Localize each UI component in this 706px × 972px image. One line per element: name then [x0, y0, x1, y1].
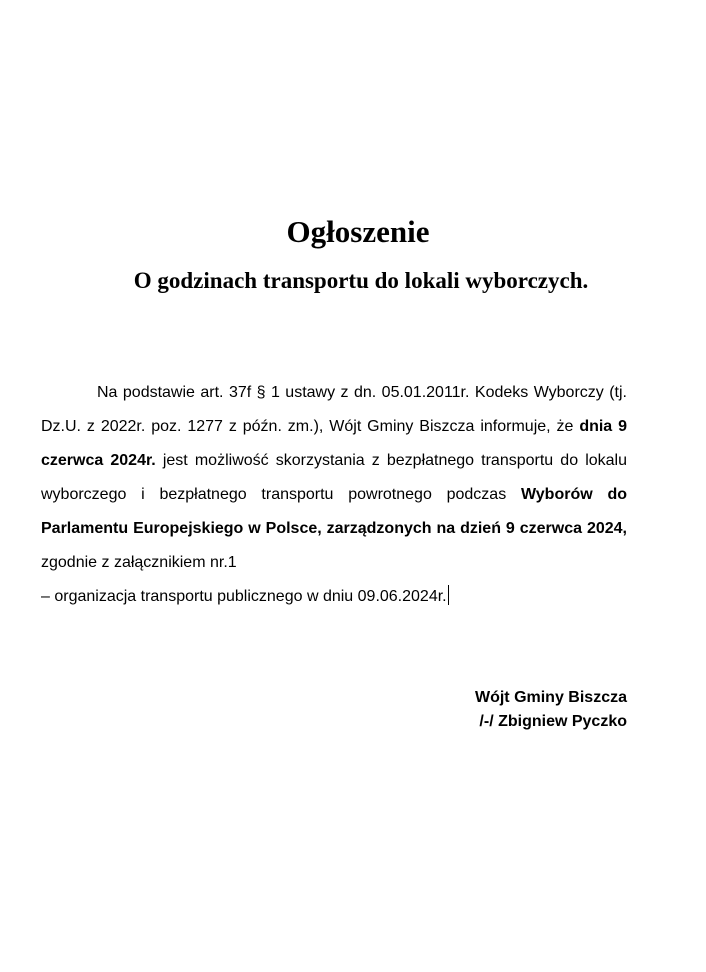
text-cursor [448, 585, 449, 605]
signature-title: Wójt Gminy Biszcza [474, 689, 627, 706]
page-title: Ogłoszenie [286, 214, 430, 249]
signature-block [475, 686, 627, 734]
page-subtitle: O godzinach transportu do lokali wyborczych. [133, 268, 589, 293]
body-text-intro: Na podstawie art. 37f § 1 ustawy z dn. 05.01.2011r. Kodeks Wyborczy (tj. Dz.U. z 2022r. poz. 1277 z późn. zm.), Wójt Gminy Biszcza informuje, że [41, 384, 627, 435]
body-text-attachment: zgodnie z załącznikiem nr.1 [41, 554, 237, 571]
signature-name: /-/ Zbigniew Pyczko [479, 713, 627, 730]
body-text-organization: – organizacja transportu publicznego w dniu 09.06.2024r. [41, 588, 447, 605]
body-text-transport: jest możliwość skorzystania z bezpłatnego transportu do lokalu wyborczego i bezpłatnego transportu powrotnego podczas [41, 452, 627, 503]
announcement-body [41, 376, 627, 614]
body-text-date: dnia 9 czerwca 2024r. [41, 418, 628, 469]
body-text-election: Wyborów do Parlamentu Europejskiego w Polsce, zarządzonych na dzień 9 czerwca 2024, [41, 486, 627, 537]
